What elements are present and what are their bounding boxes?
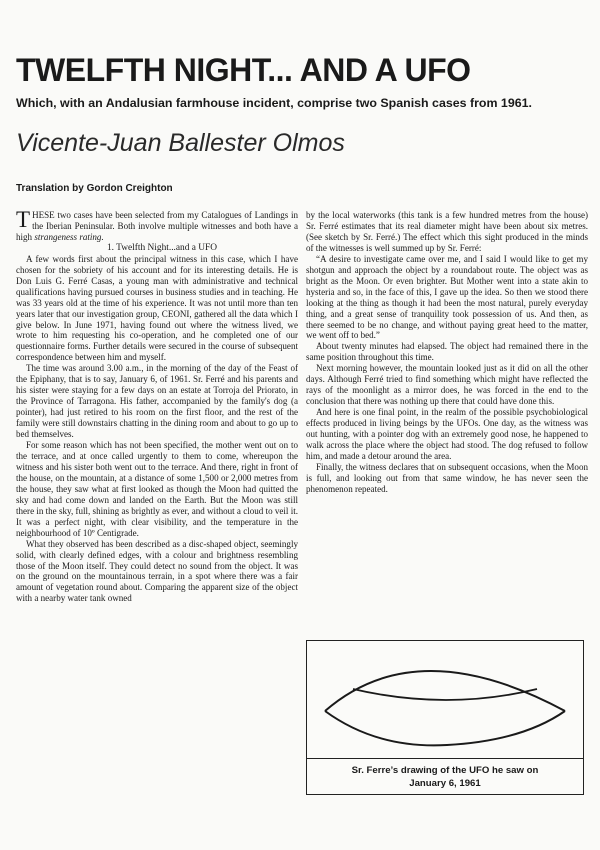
translation-credit: Translation by Gordon Creighton (16, 183, 173, 194)
right-column (306, 210, 588, 495)
body-paragraph: by the local waterworks (this tank is a few hundred metres from the house) Sr. Ferré estimates that its real diameter might have been about six metres. (See sketch by Sr. Ferré.) The effect which this sight produced in the minds of the witnesses is well summed up by Sr. Ferré: (306, 210, 588, 253)
article-title: TWELFTH NIGHT... AND A UFO (16, 52, 471, 88)
drop-cap: T (16, 207, 31, 232)
body-paragraph: Next morning however, the mountain looked just as it did on all the other days. Although Ferré tried to find something which might have reflected the rays of the moonlight as a mirror does, he was forced in the end to the conclusion that there was nothing up there that could have done this. (306, 363, 588, 407)
body-paragraph: The time was around 3.00 a.m., in the morning of the day of the Feast of the Epiphany, that is to say, January 6, of 1961. Sr. Ferré and his parents and his sister were staying for a few days on an estate at Torroja del Priorato, in the Province of Tarragona. His father, accompanied by the family's dog (a pointer), had just retired to his room on the first floor, and the rest of the family were still downstairs chatting in the dining room and about to go up to bed themselves. (16, 363, 298, 440)
caption-line-2: January 6, 1961 (409, 778, 481, 789)
left-column (16, 207, 298, 604)
body-paragraph: And here is one final point, in the realm of the possible psychobiological effects produced in living beings by the UFOs. One day, as the witness was out hunting, with a pointer dog with an extremely good nose, he happened to walk across the place where the object had stood. The dog refused to follow him, and made a detour around the area. (306, 407, 588, 461)
intro-paragraph (16, 207, 298, 243)
body-paragraph: About twenty minutes had elapsed. The object had remained there in the same position throughout this time. (306, 341, 588, 363)
section-heading: 1. Twelfth Night...and a UFO (106, 242, 218, 253)
ufo-sketch-figure (306, 640, 584, 795)
figure-caption (307, 758, 583, 794)
intro-italic-text: strangeness rating. (34, 231, 104, 242)
body-paragraph: A few words first about the principal witness in this case, which I have chosen for the sobriety of his account and for its interesting details. He is Don Luis G. Ferré Casas, a young man with administrative and technical qualifications having pursued courses in business studies and in teaching. He was 33 years old at the time of his experience. It was not until more than ten years later that our investigation group, CEONI, gathered all the data which I give below. In June 1971, having found out where the witness lived, we wrote to him requesting his co-operation, and he completed one of our questionnaire forms. Further details were secured in the course of subsequent correspondence between him and myself. (16, 253, 298, 363)
ufo-drawing (307, 641, 583, 759)
article-subtitle: Which, with an Andalusian farmhouse incident, comprise two Spanish cases from 1961. (16, 96, 532, 110)
author-name: Vicente-Juan Ballester Olmos (16, 129, 345, 157)
body-paragraph: What they observed has been described as a disc-shaped object, seemingly solid, with clearly defined edges, with a colour and brightness resembling those of the Moon itself. They could detect no sound from the object. It was on the ground on the mountainous terrain, in a spot where there was a fair amount of vegetation round about. Comparing the apparent size of the object with a nearby water tank owned (16, 538, 298, 604)
caption-line-1: Sr. Ferre’s drawing of the UFO he saw on (351, 765, 539, 776)
body-paragraph: For some reason which has not been specified, the mother went out on to the terrace, and at once called urgently to them to come, whereupon the witness and his sister both went out to the terrace. And there, right in front of the house, on the mountain, at a distance of some 1,500 or 2,000 metres from the house, they saw what at first looked as though the Moon had quitted the sky and had come down and landed on the Earth. But the Moon was still there in the sky, full, shining as brightly as ever, and without a cloud to veil it. It was a perfect night, with clear visibility, and the temperature in the neighbourhood of 10º Centigrade. (16, 440, 298, 538)
ufo-rim-line (353, 689, 537, 700)
ufo-body-outline (325, 711, 565, 745)
quote-paragraph: “A desire to investigate came over me, and I said I would like to get my shotgun and approach the object by a roundabout route. The object was as bright as the Moon. Or even brighter. But Mother went into a state akin to hysteria and so, in the face of this, I gave up the idea. So then we stood there looking at the thing as though it had been the most natural, purely everyday thing, and a great sense of tranquility took possession of us. And then, as there seemed to be no change, and without paying great heed to the matter, we went off to bed.” (306, 253, 588, 341)
body-paragraph: Finally, the witness declares that on subsequent occasions, when the Moon is full, and looking out from that same window, he has never seen the phenomenon repeated. (306, 461, 588, 494)
intro-text: HESE two cases have been selected from my Catalogues of Landings in the Iberian Peninsular. Both involve multiple witnesses and both have a high (16, 210, 298, 242)
